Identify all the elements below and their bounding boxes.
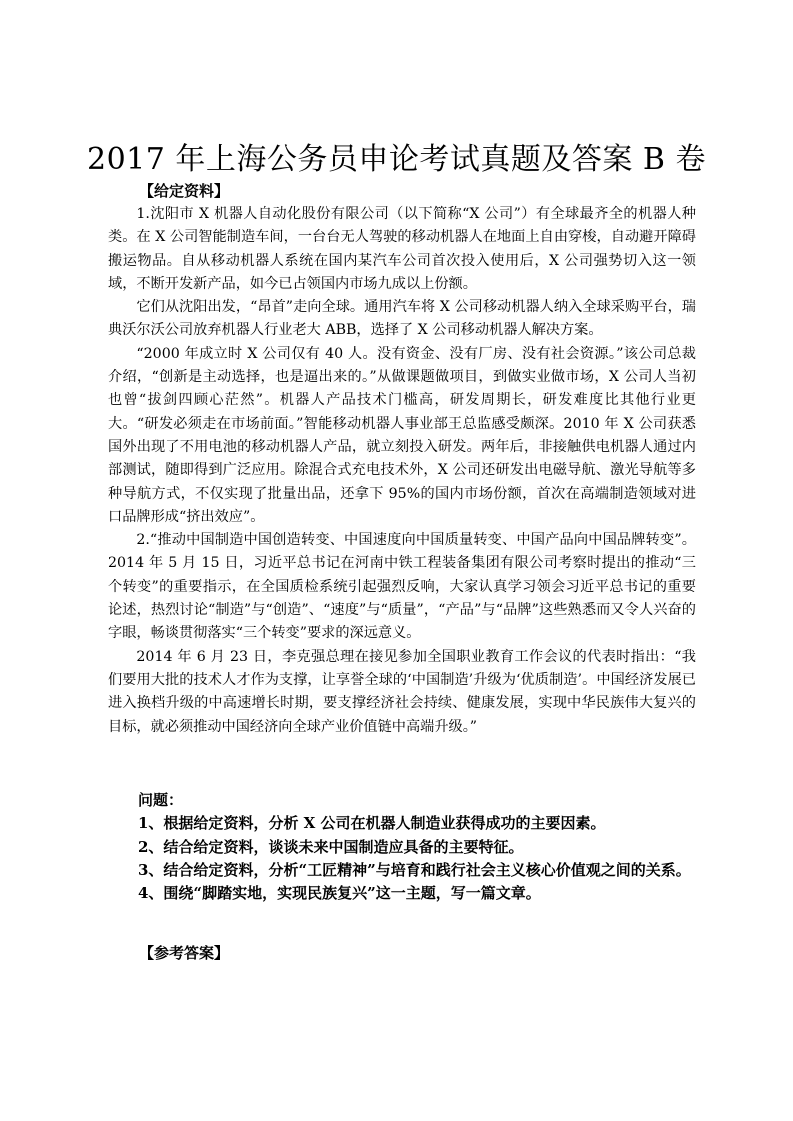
question-3: 3、结合给定资料，分析“工匠精神”与培育和践行社会主义核心价值观之间的关系。 bbox=[138, 860, 691, 879]
question-1: 1、根据给定资料，分析 X 公司在机器人制造业获得成功的主要因素。 bbox=[138, 814, 606, 833]
material-paragraph-3: “2000 年成立时 X 公司仅有 40 人。没有资金、没有厂房、没有社会资源。”该公司总裁介绍，“创新是主动选择，也是逼出来的。”从做课题做项目，到做实业做市场，X 公司人当初也曾“拔剑四顾心茫然”。机器人产品技术门槛高，研发周期长，研发难度比其他行业更大。“研发必须走在市场前面。”智能移动机器人事业部王总监感受颇深。2010 年 X 公司获悉国外出现了不用电池的移动机器人产品，就立刻投入研发。两年后，非接触供电机器人通过内部测试，随即得到广泛应用。除混合式充电技术外，X 公司还研发出电磁导航、激光导航等多种导航方式，不仅实现了批量出品，还拿下 95%的国内市场份额，首次在高端制造领域对进口品牌形成“挤出效应”。 bbox=[108, 345, 696, 525]
reference-answer-heading: 【参考答案】 bbox=[139, 944, 230, 962]
material-paragraph-4: 2.“推动中国制造中国创造转变、中国速度向中国质量转变、中国产品向中国品牌转变”。2014 年 5 月 15 日，习近平总书记在河南中铁工程装备集团有限公司考察时提出的推动“三个转变”的重要指示，在全国质检系统引起强烈反响，大家认真学习领会习近平总书记的重要论述，热烈讨论“制造”与“创造”、“速度”与“质量”，“产品”与“品牌”这些熟悉而又令人兴奋的字眼，畅谈贯彻落实“三个转变”要求的深远意义。 bbox=[108, 532, 696, 642]
question-2: 2、结合给定资料，谈谈未来中国制造应具备的主要特征。 bbox=[138, 837, 524, 856]
given-materials-heading: 【给定资料】 bbox=[139, 182, 230, 200]
document-title: 2017 年上海公务员申论考试真题及答案 B 卷 bbox=[86, 142, 706, 177]
questions-heading: 问题： bbox=[138, 791, 184, 809]
material-paragraph-2: 它们从沈阳出发，“昂首”走向全球。通用汽车将 X 公司移动机器人纳入全球采购平台，瑞典沃尔沃公司放弃机器人行业老大 ABB，选择了 X 公司移动机器人解决方案。 bbox=[108, 299, 696, 339]
material-paragraph-1: 1.沈阳市 X 机器人自动化股份有限公司（以下简称“X 公司”）有全球最齐全的机器人种类。在 X 公司智能制造车间，一台台无人驾驶的移动机器人在地面上自由穿梭，自动避开障碍搬运物品。自从移动机器人系统在国内某汽车公司首次投入使用后，X 公司强势切入这一领域，不断开发新产品，如今已占领国内市场九成以上份额。 bbox=[108, 206, 696, 292]
material-paragraph-5: 2014 年 6 月 23 日，李克强总理在接见参加全国职业教育工作会议的代表时指出：“我们要用大批的技术人才作为支撑，让享誉全球的‘中国制造’升级为‘优质制造’。中国经济发展已进入换档升级的中高速增长时期，要支撑经济社会持续、健康发展，实现中华民族伟大复兴的目标，就必须推动中国经济向全球产业价值链中高端升级。” bbox=[108, 648, 696, 735]
question-4: 4、围绕“脚踏实地，实现民族复兴”这一主题，写一篇文章。 bbox=[138, 884, 541, 903]
given-materials-body bbox=[108, 203, 696, 739]
questions-section bbox=[108, 789, 696, 905]
